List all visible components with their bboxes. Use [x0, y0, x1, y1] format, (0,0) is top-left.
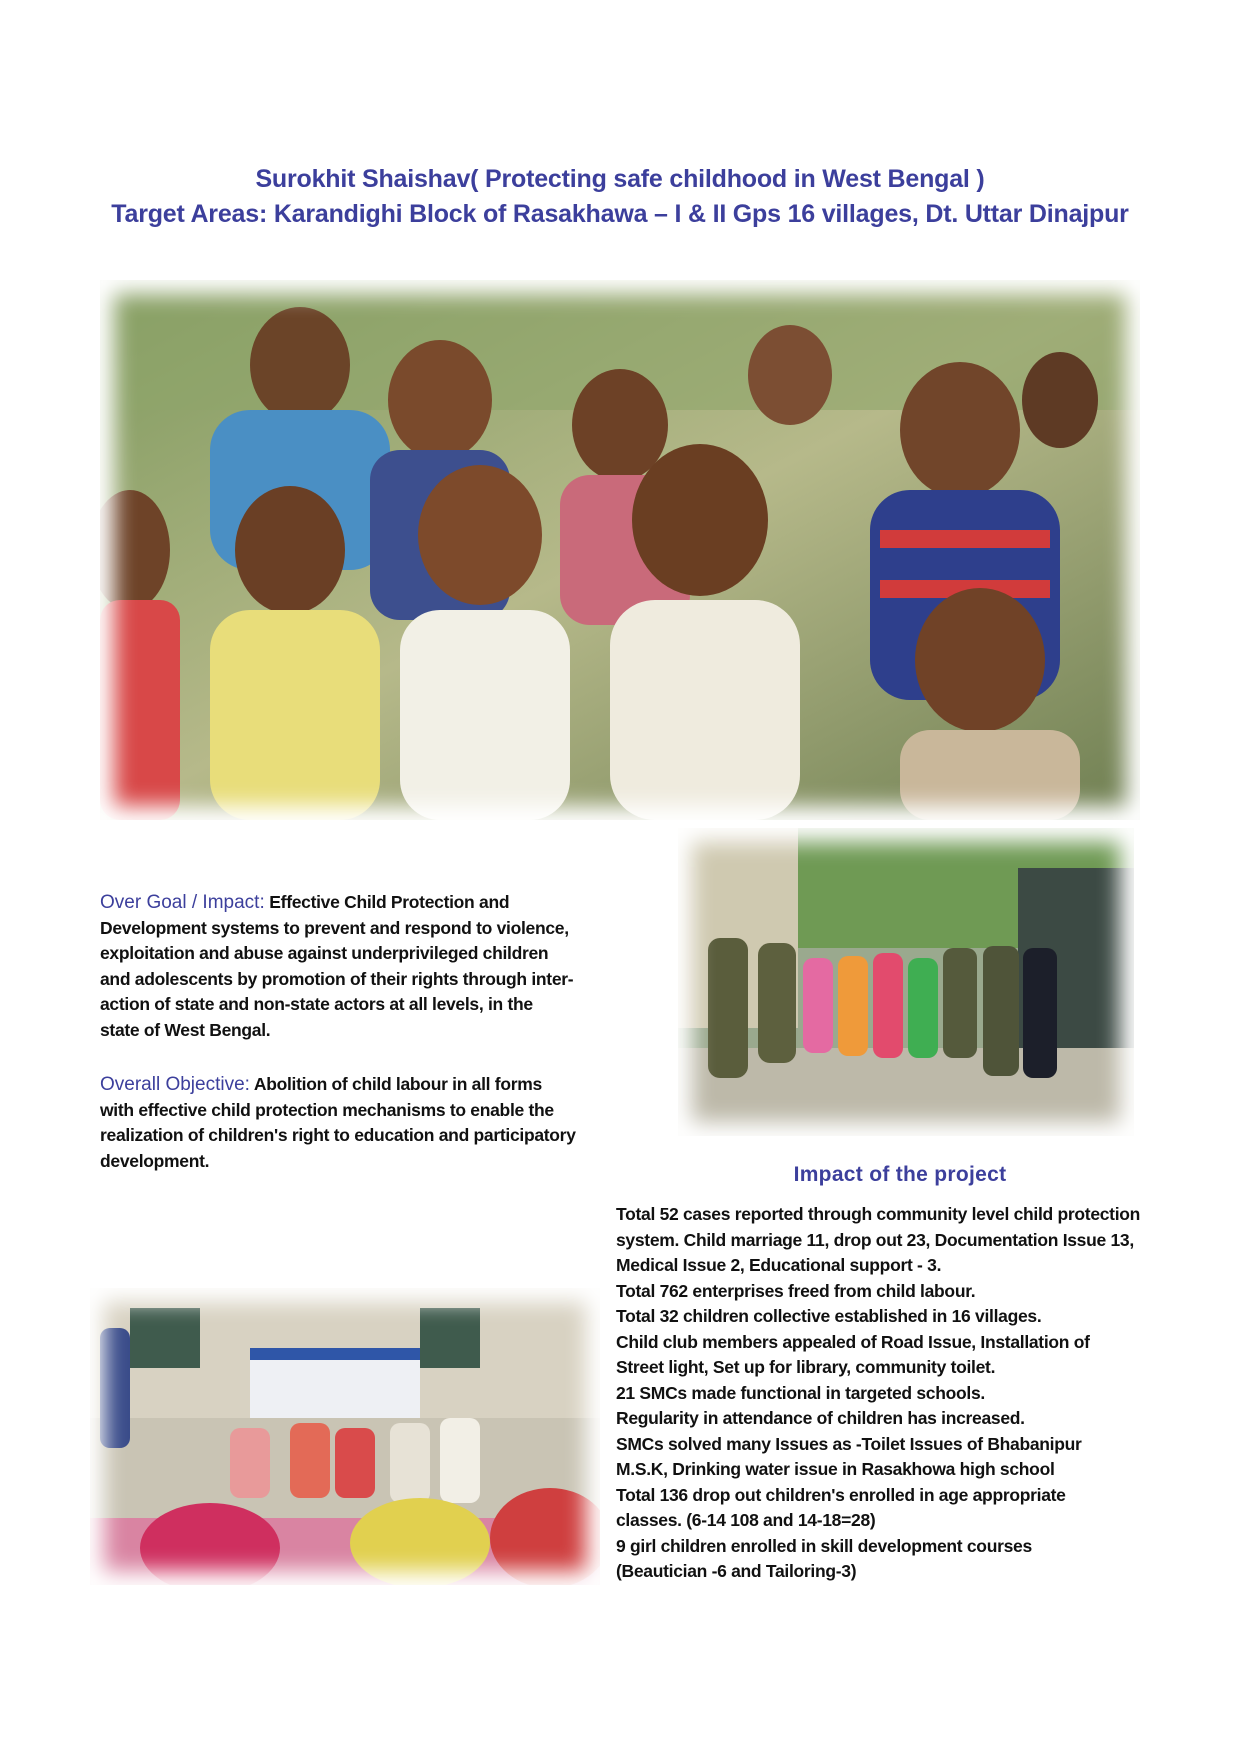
children-photo	[100, 280, 1140, 820]
goal-line: Development systems to prevent and respond to violence,	[100, 917, 569, 938]
impact-heading: Impact of the project	[793, 1163, 1007, 1186]
goal-line: action of state and non-state actors at all levels, in the	[100, 994, 533, 1014]
impact-line: Medical Issue 2, Educational support - 3.	[616, 1255, 942, 1275]
impact-list	[616, 1202, 1141, 1585]
impact-line: Regularity in attendance of children has increased.	[616, 1408, 1025, 1428]
title-line-2: Target Areas: Karandighi Block of Rasakhawa – I & II Gps 16 villages, Dt. Uttar Dinajpur	[111, 200, 1129, 228]
objective-label: Overall Objective:	[100, 1074, 250, 1095]
impact-line: SMCs solved many Issues as -Toilet Issues of Bhabanipur	[616, 1433, 1082, 1454]
impact-line: Total 52 cases reported through community level child protection	[616, 1204, 1141, 1224]
goal-section	[100, 890, 600, 1043]
objective-line: Abolition of child labour in all forms	[253, 1074, 542, 1094]
title-line-1: Surokhit Shaishav( Protecting safe childhood in West Bengal )	[255, 165, 985, 193]
goal-line: Effective Child Protection and	[269, 892, 510, 912]
impact-line: (Beautician -6 and Tailoring-3)	[616, 1561, 857, 1581]
impact-line: Total 32 children collective established in 16 villages.	[616, 1306, 1042, 1326]
goal-line: and adolescents by promotion of their rights through inter-	[100, 968, 574, 989]
goal-line: exploitation and abuse against underprivileged children	[100, 943, 549, 963]
group-photo	[678, 828, 1134, 1136]
goal-label: Over Goal / Impact:	[100, 892, 265, 913]
goal-line: state of West Bengal.	[100, 1019, 271, 1040]
impact-line: Street light, Set up for library, community toilet.	[616, 1357, 996, 1377]
impact-line: Total 762 enterprises freed from child labour.	[616, 1280, 976, 1301]
impact-line: classes. (6-14 108 and 14-18=28)	[616, 1510, 876, 1530]
impact-line: 9 girl children enrolled in skill development courses	[616, 1535, 1032, 1556]
impact-line: 21 SMCs made functional in targeted schools.	[616, 1382, 985, 1403]
objective-section	[100, 1072, 600, 1174]
objective-line: realization of children's right to education and participatory	[100, 1125, 576, 1145]
objective-line: development.	[100, 1150, 210, 1171]
page-title	[0, 162, 1240, 232]
impact-line: Total 136 drop out children's enrolled in age appropriate	[616, 1484, 1066, 1505]
impact-line: M.S.K, Drinking water issue in Rasakhowa high school	[616, 1459, 1055, 1479]
meeting-photo	[90, 1288, 600, 1585]
objective-line: with effective child protection mechanisms to enable the	[100, 1099, 554, 1120]
impact-line: system. Child marriage 11, drop out 23, Documentation Issue 13,	[616, 1229, 1134, 1250]
impact-line: Child club members appealed of Road Issue, Installation of	[616, 1331, 1090, 1352]
